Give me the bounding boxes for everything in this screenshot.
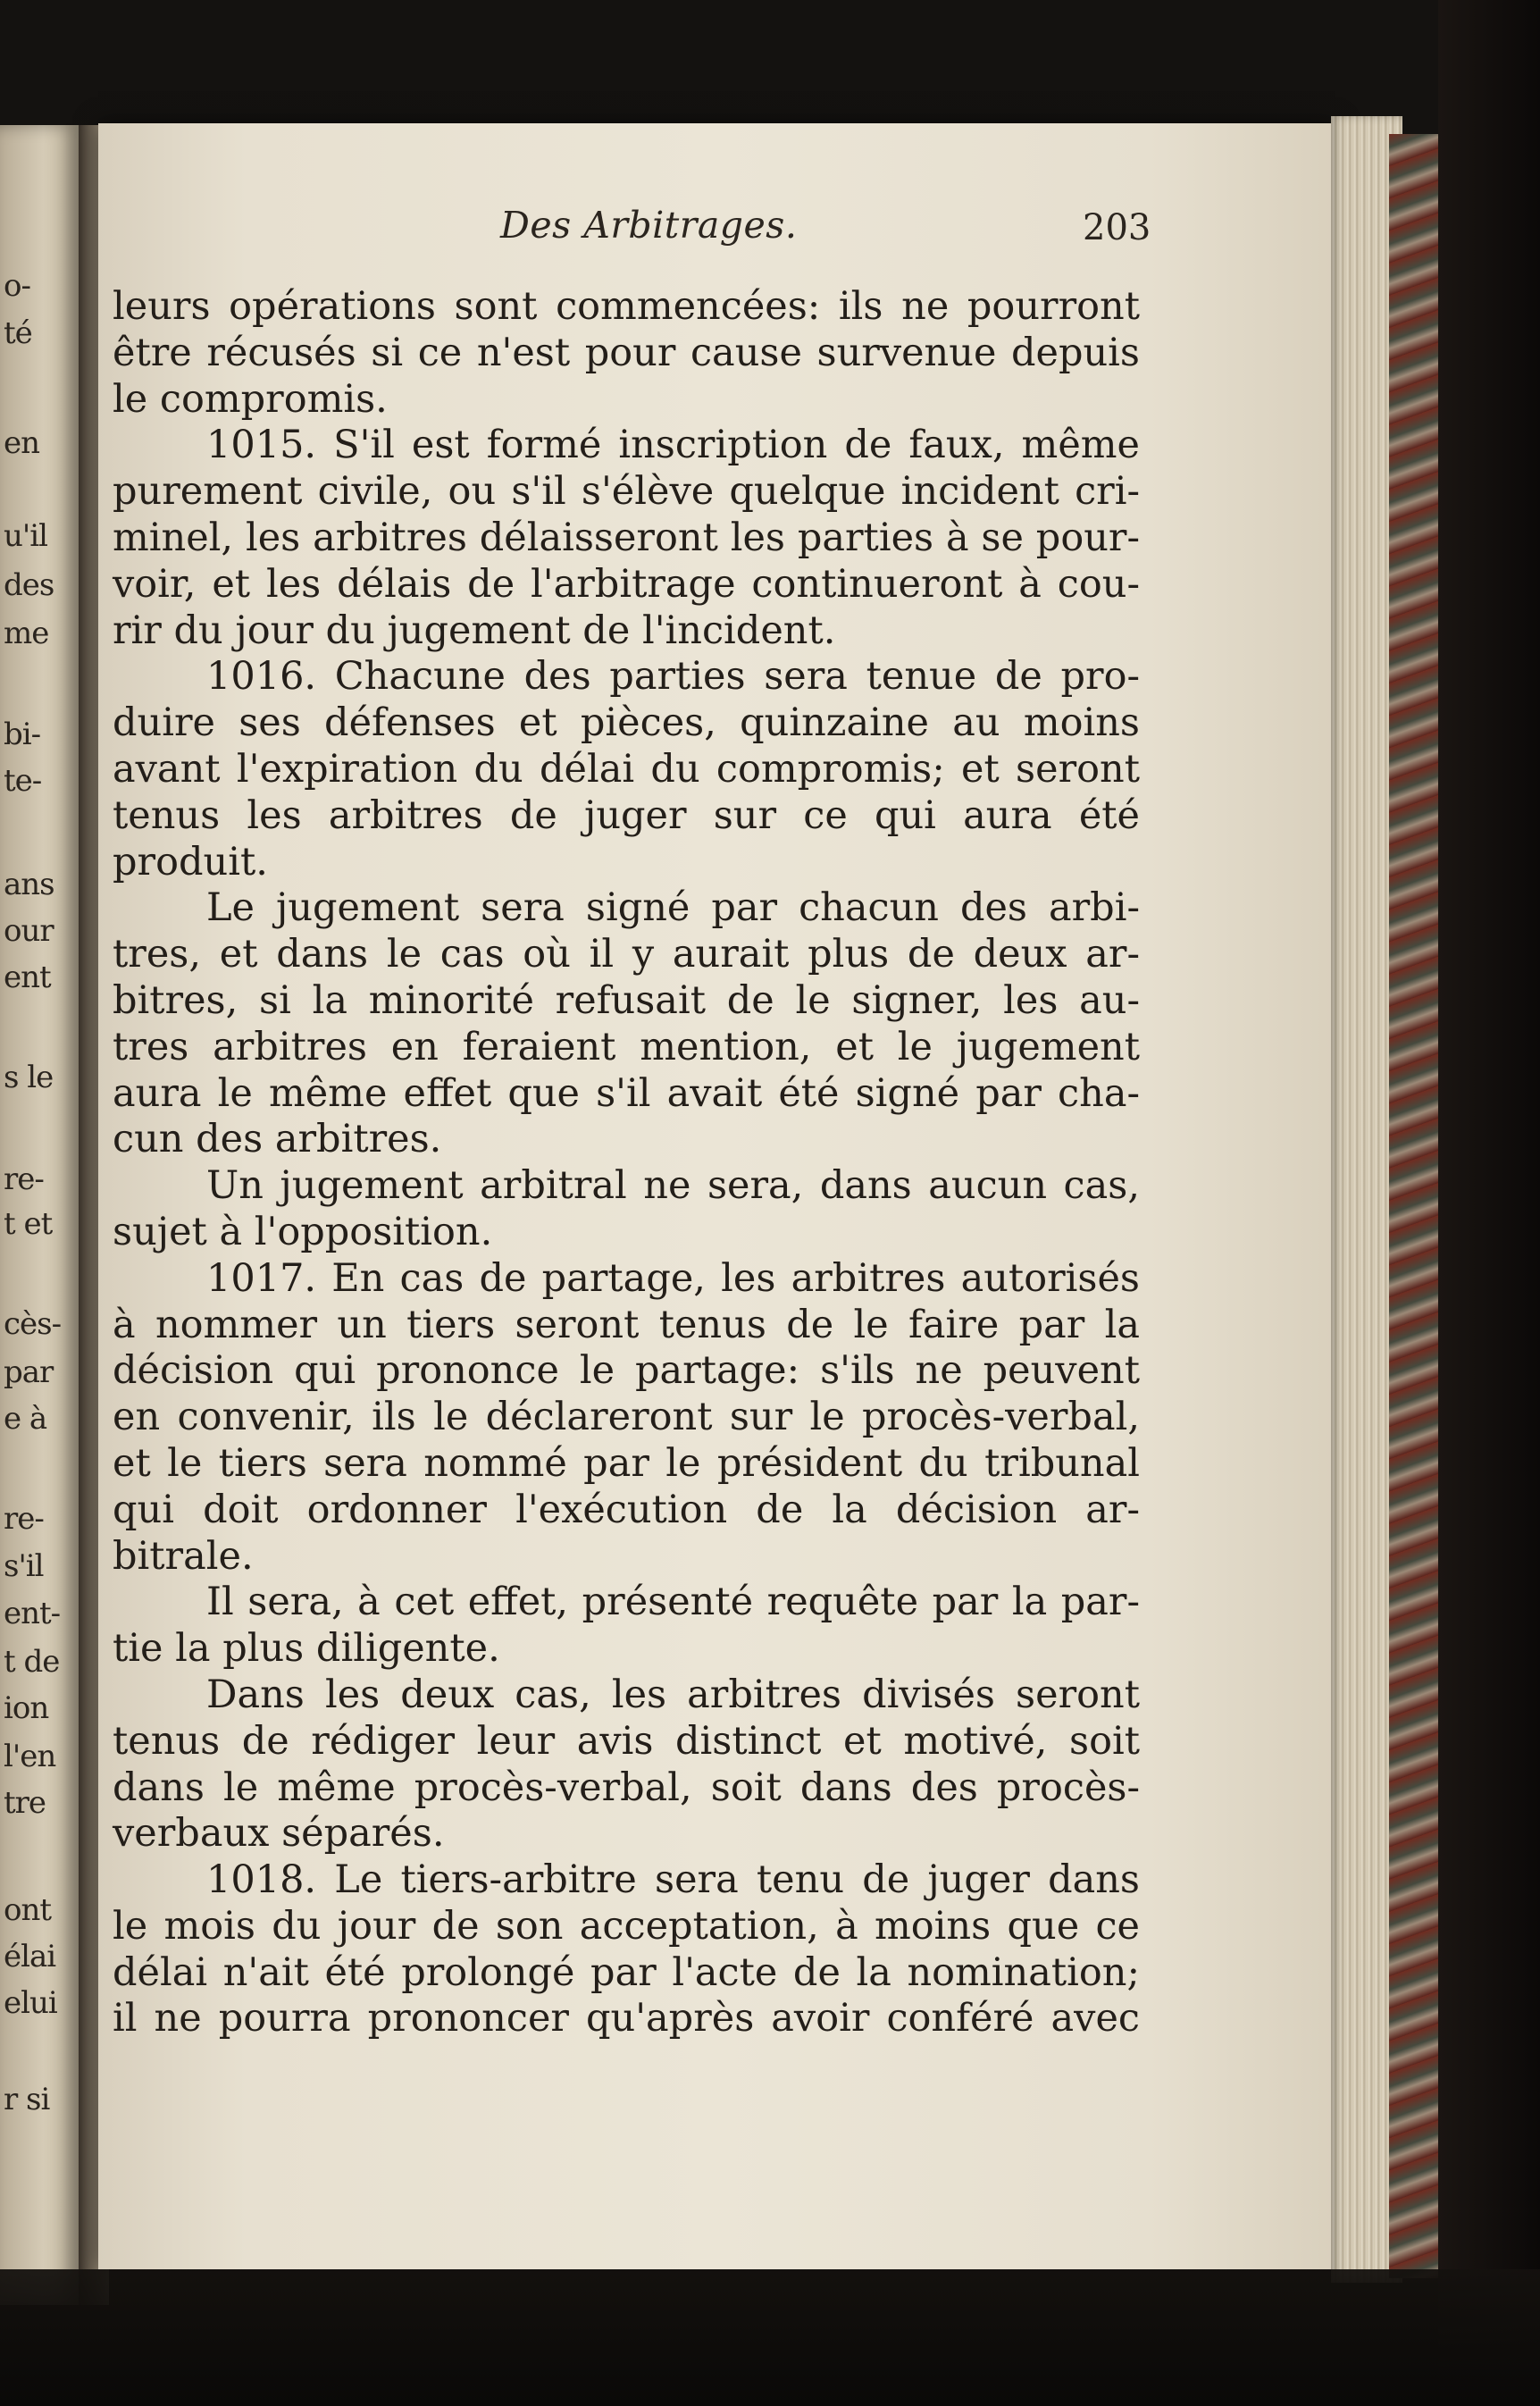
- left-page-fragment: l'en: [4, 1739, 56, 1774]
- article-1018-start: 1018. Le tiers-arbitre sera tenu de juger dans: [206, 1857, 1140, 1903]
- left-page-fragment: te-: [4, 763, 42, 799]
- text-line: délai n'ait été prolongé par l'acte de la nomination;: [113, 1949, 1140, 1995]
- left-page-fragment: des: [4, 567, 54, 603]
- article-1017-start: 1017. En cas de partage, les arbitres autorisés: [206, 1255, 1140, 1301]
- text-line: sujet à l'opposition.: [113, 1209, 493, 1254]
- text-line: il ne pourra prononcer qu'après avoir conféré avec: [113, 1996, 1140, 2041]
- text-line: dans le même procès-verbal, soit dans des procès-: [113, 1765, 1140, 1810]
- text-line: le mois du jour de son acceptation, à moins que ce: [113, 1903, 1140, 1949]
- left-page-fragment: re-: [4, 1161, 44, 1197]
- left-page-fragment: bi-: [4, 717, 41, 752]
- left-page-fragment: ont: [4, 1892, 52, 1928]
- paragraph-start: Un jugement arbitral ne sera, dans aucun cas,: [206, 1163, 1140, 1209]
- text-line: bitrale.: [113, 1533, 254, 1579]
- text-line: purement civile, ou s'il s'élève quelque incident cri-: [113, 469, 1140, 515]
- paragraph-start: Le jugement sera signé par chacun des arbi-: [206, 885, 1140, 931]
- text-line: tres arbitres en feraient mention, et le jugement: [113, 1024, 1140, 1069]
- text-line: décision qui prononce le partage: s'ils ne peuvent: [113, 1348, 1140, 1394]
- left-page-fragment: s'il: [4, 1548, 44, 1584]
- text-line: à nommer un tiers seront tenus de le faire par la: [113, 1302, 1140, 1347]
- left-page-fragment: par: [4, 1354, 54, 1390]
- paragraph-start: Dans les deux cas, les arbitres divisés seront: [206, 1672, 1140, 1717]
- text-line: avant l'expiration du délai du compromis; et seront: [113, 746, 1140, 792]
- marbled-cover-edge: [1389, 134, 1443, 2278]
- text-line: tie la plus diligente.: [113, 1626, 500, 1672]
- text-line: cun des arbitres.: [113, 1117, 442, 1162]
- text-line: produit.: [113, 839, 268, 884]
- right-shadow: [1438, 0, 1540, 2406]
- left-page-fragment: ans: [4, 867, 54, 902]
- left-page-fragment: élai: [4, 1939, 56, 1974]
- left-page-edge: [0, 125, 79, 2305]
- text-line: tenus les arbitres de juger sur ce qui aura été: [113, 792, 1140, 838]
- left-page-fragment: cès-: [4, 1306, 62, 1342]
- left-page-fragment: té: [4, 315, 32, 351]
- text-line: minel, les arbitres délaisseront les parties à se pour-: [113, 515, 1140, 560]
- text-line: être récusés si ce n'est pour cause survenue depuis: [113, 330, 1140, 375]
- left-page-fragment: our: [4, 913, 54, 949]
- text-line: voir, et les délais de l'arbitrage continueront à cou-: [113, 561, 1140, 607]
- text-line: le compromis.: [113, 376, 388, 422]
- left-page-fragment: s le: [4, 1060, 54, 1095]
- left-page-fragment: t de: [4, 1644, 60, 1680]
- left-page-fragment: en: [4, 425, 40, 461]
- text-line: tenus de rédiger leur avis distinct et motivé, soit: [113, 1718, 1140, 1764]
- left-page-fragment: tre: [4, 1785, 46, 1821]
- text-line: en convenir, ils le déclareront sur le procès-verbal,: [113, 1395, 1140, 1440]
- left-page-fragment: r si: [4, 2082, 50, 2117]
- left-page-fragment: o-: [4, 268, 30, 304]
- text-line: duire ses défenses et pièces, quinzaine au moins: [113, 700, 1140, 746]
- left-page-fragment: elui: [4, 1985, 57, 2021]
- left-page-fragment: me: [4, 616, 49, 651]
- text-line: tres, et dans le cas où il y aurait plus de deux ar-: [113, 932, 1140, 977]
- left-page-fragment: re-: [4, 1501, 44, 1537]
- left-page-fragment: ent-: [4, 1596, 61, 1631]
- text-line: leurs opérations sont commencées: ils ne pourront: [113, 284, 1140, 329]
- page-number: 203: [1083, 207, 1151, 248]
- text-line: bitres, si la minorité refusait de le signer, les au-: [113, 977, 1140, 1023]
- text-line: verbaux séparés.: [113, 1811, 445, 1857]
- text-line: rir du jour du jugement de l'incident.: [113, 608, 836, 653]
- running-title: Des Arbitrages.: [500, 204, 798, 247]
- left-page-fragment: u'il: [4, 518, 47, 554]
- text-line: aura le même effet que s'il avait été signé par cha-: [113, 1070, 1140, 1116]
- page-body-text: [113, 284, 1140, 2042]
- left-page-fragment: t et: [4, 1206, 53, 1242]
- paragraph-start: Il sera, à cet effet, présenté requête par la par-: [206, 1580, 1140, 1625]
- left-page-fragment: ion: [4, 1690, 49, 1726]
- bottom-shadow: [0, 2269, 1540, 2406]
- text-line: qui doit ordonner l'exécution de la décision ar-: [113, 1487, 1140, 1532]
- left-page-fragment: e à: [4, 1401, 47, 1437]
- article-1016-start: 1016. Chacune des parties sera tenue de pro-: [206, 654, 1140, 700]
- left-page-fragment: ent: [4, 960, 51, 995]
- text-line: et le tiers sera nommé par le président du tribunal: [113, 1440, 1140, 1486]
- article-1015-start: 1015. S'il est formé inscription de faux, même: [206, 423, 1140, 468]
